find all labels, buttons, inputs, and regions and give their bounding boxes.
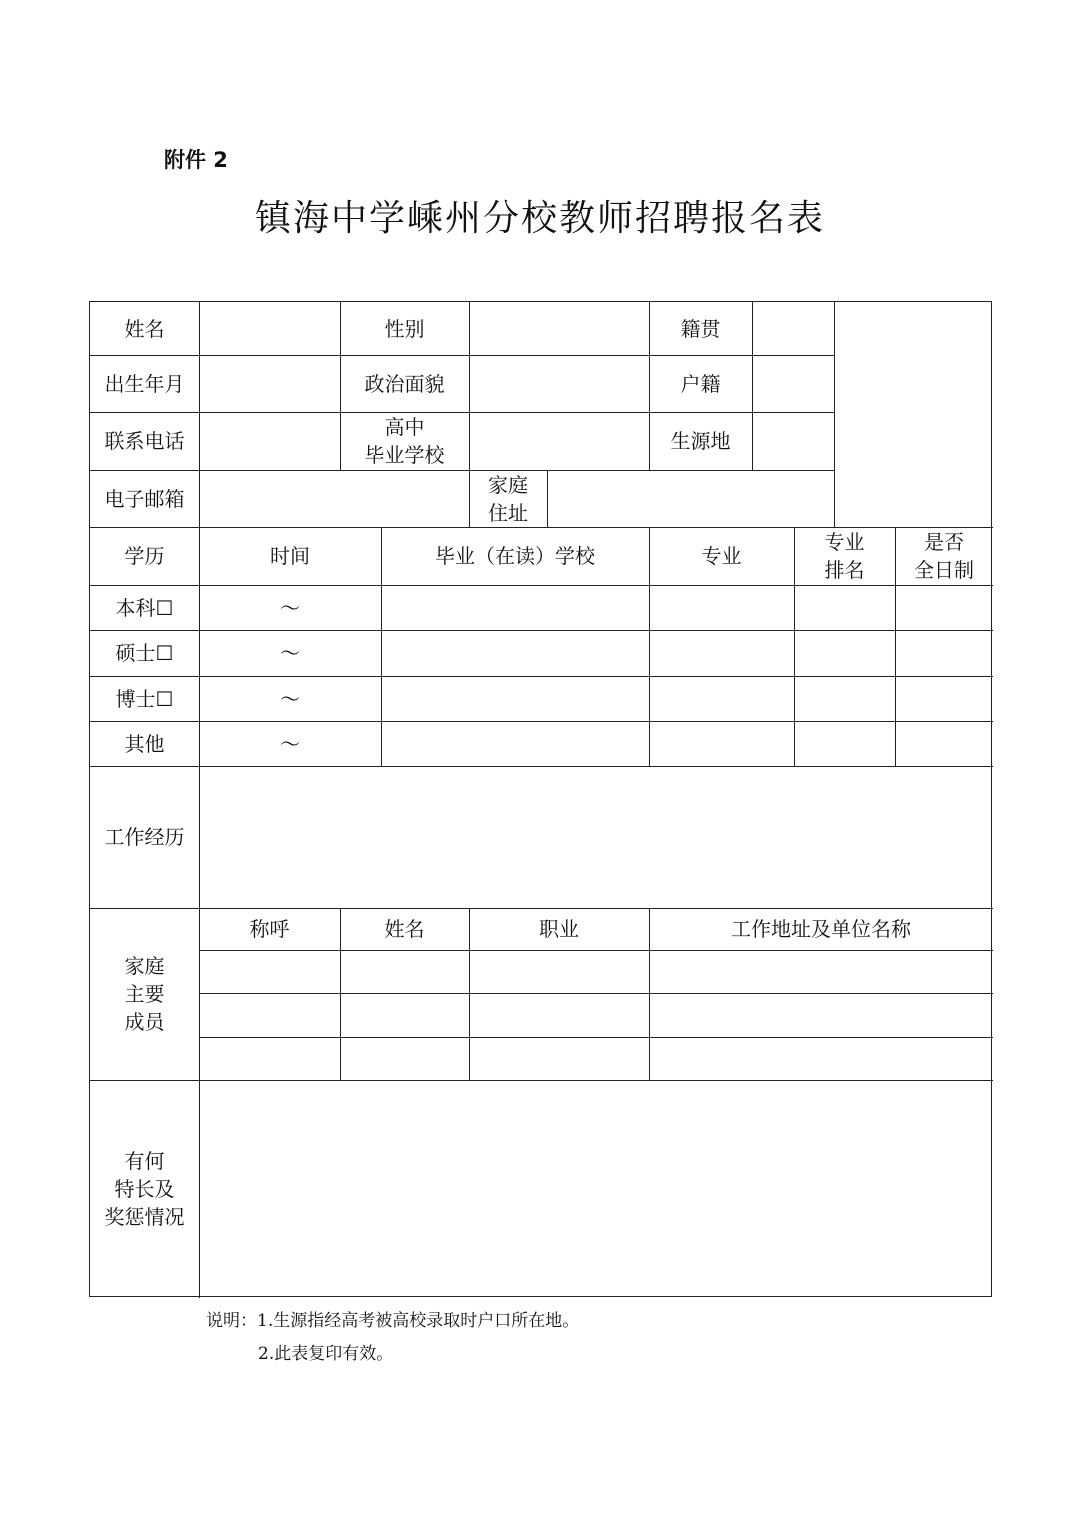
major-header: 专业 bbox=[701, 544, 742, 568]
fulltime-input[interactable] bbox=[895, 721, 993, 766]
high-school-input[interactable] bbox=[469, 412, 649, 470]
relation-header: 称呼 bbox=[249, 917, 290, 941]
major-input[interactable] bbox=[649, 585, 794, 630]
major-input[interactable] bbox=[649, 630, 794, 676]
birth-label: 出生年月 bbox=[104, 371, 185, 396]
address-label: 家庭 住址 bbox=[488, 472, 528, 525]
school-input[interactable] bbox=[381, 585, 649, 630]
household-input[interactable] bbox=[752, 355, 834, 412]
fulltime-input[interactable] bbox=[895, 630, 993, 676]
time-header: 时间 bbox=[270, 544, 310, 568]
fulltime-input[interactable] bbox=[895, 676, 993, 721]
phone-label: 联系电话 bbox=[104, 429, 185, 453]
rank-input[interactable] bbox=[794, 585, 895, 630]
gender-label: 性别 bbox=[384, 316, 425, 341]
family-label: 家庭 主要 成员 bbox=[124, 954, 165, 1034]
family-name-header: 姓名 bbox=[384, 917, 425, 941]
family-row[interactable] bbox=[199, 1037, 993, 1080]
work-experience-input[interactable] bbox=[199, 766, 993, 908]
family-row[interactable] bbox=[199, 993, 993, 1037]
address-input[interactable] bbox=[547, 470, 834, 527]
workplace-header: 工作地址及单位名称 bbox=[731, 917, 911, 941]
degree-other: 其他 bbox=[124, 731, 165, 756]
form-title: 镇海中学嵊州分校教师招聘报名表 bbox=[254, 198, 825, 239]
political-input[interactable] bbox=[469, 355, 649, 412]
name-label: 姓名 bbox=[124, 316, 165, 341]
family-row[interactable] bbox=[199, 950, 993, 993]
household-label: 户籍 bbox=[680, 371, 721, 396]
time-input[interactable]: ～ bbox=[280, 641, 300, 665]
rank-input[interactable] bbox=[794, 676, 895, 721]
rank-header: 专业 排名 bbox=[824, 530, 865, 582]
major-input[interactable] bbox=[649, 721, 794, 766]
major-input[interactable] bbox=[649, 676, 794, 721]
name-input[interactable] bbox=[199, 302, 340, 355]
degree-header: 学历 bbox=[124, 544, 165, 568]
rank-input[interactable] bbox=[794, 630, 895, 676]
time-input[interactable]: ～ bbox=[280, 595, 300, 620]
fulltime-input[interactable] bbox=[895, 585, 993, 630]
school-input[interactable] bbox=[381, 721, 649, 766]
school-input[interactable] bbox=[381, 630, 649, 676]
birth-input[interactable] bbox=[199, 355, 340, 412]
high-school-label: 高中 毕业学校 bbox=[364, 415, 445, 467]
origin-label: 生源地 bbox=[670, 429, 731, 453]
email-label: 电子邮箱 bbox=[104, 486, 185, 511]
attachment-label: 附件 2 bbox=[164, 148, 228, 172]
school-input[interactable] bbox=[381, 676, 649, 721]
degree-doctor[interactable]: 博士☐ bbox=[115, 686, 174, 711]
native-place-input[interactable] bbox=[752, 302, 834, 355]
time-input[interactable]: ～ bbox=[280, 731, 300, 756]
rank-input[interactable] bbox=[794, 721, 895, 766]
native-place-label: 籍贯 bbox=[680, 316, 721, 341]
photo-area[interactable] bbox=[834, 302, 993, 527]
school-header: 毕业（在读）学校 bbox=[435, 544, 595, 568]
registration-form bbox=[89, 301, 992, 1297]
awards-input[interactable] bbox=[199, 1080, 993, 1298]
phone-input[interactable] bbox=[199, 412, 340, 470]
political-label: 政治面貌 bbox=[364, 371, 445, 396]
awards-label: 有何 特长及 奖惩情况 bbox=[104, 1149, 185, 1229]
time-input[interactable]: ～ bbox=[280, 686, 300, 711]
gender-input[interactable] bbox=[469, 302, 649, 355]
email-input[interactable] bbox=[199, 470, 469, 527]
note-1: 说明：1.生源指经高考被高校录取时户口所在地。 bbox=[206, 1311, 580, 1331]
note-2: 2.此表复印有效。 bbox=[258, 1344, 394, 1364]
work-experience-label: 工作经历 bbox=[104, 825, 185, 849]
origin-input[interactable] bbox=[752, 412, 834, 470]
fulltime-header: 是否 全日制 bbox=[914, 530, 974, 582]
degree-bachelor[interactable]: 本科☐ bbox=[115, 595, 174, 620]
job-header: 职业 bbox=[539, 917, 579, 941]
degree-master[interactable]: 硕士☐ bbox=[115, 641, 174, 665]
